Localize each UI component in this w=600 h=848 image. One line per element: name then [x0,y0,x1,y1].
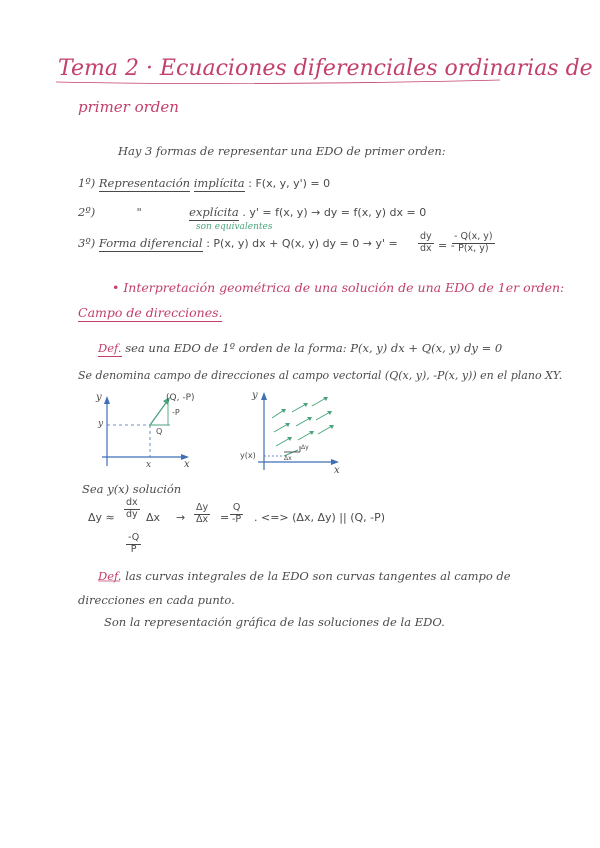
diagram2-x-axis-label: x [334,465,340,476]
diagram2-y-axis-label: y [252,390,258,401]
definition-2-label: Def. [98,569,122,583]
equivalent-note: son equivalentes [196,222,273,232]
diagram1-vector-label: (Q, -P) [166,393,195,403]
form-3-expr: : P(x, y) dx + Q(x, y) dy = 0 → y' = [206,237,398,250]
diagram1-x-tick: x [146,460,152,470]
fraction-minus-q-p: $\frac{-Q}{P}$ [128,532,140,555]
delta-y-approx: Δy ≈ [88,511,115,524]
form-2-kind: explícita [189,205,239,219]
arrow-right: → [176,511,186,524]
diagram1-q-label: Q [156,427,163,436]
campo-definition: Se denomina campo de direcciones al campo vectorial (Q(x, y), -P(x, y)) en el plano XY. [78,369,563,382]
fraction-q-minus-p: $\frac{Q}{-P}$ [232,502,242,525]
definition-2-text: las curvas integrales de la EDO son curvas tangentes al campo de [125,569,511,583]
fraction-equals: = - [438,239,455,252]
form-1-kind: implícita [193,176,245,190]
diagram1-y-axis-label: y [96,392,102,403]
form-2-num: 2º) [78,205,96,219]
fraction-dy-dx: $\frac{dy}{dx}$ [420,231,432,254]
sea-solution-text: Sea y(x) solución [82,482,182,496]
diagram1-minus-p-label: -P [172,408,180,417]
form-1-label: Representación [98,176,191,190]
diagram2-yx-label: y(x) [240,451,256,460]
form-3-label: Forma diferencial [98,236,203,250]
definition-1-label: Def. [98,341,122,355]
definition-1-text: sea una EDO de 1º orden de la forma: P(x, y) dx + Q(x, y) dy = 0 [125,341,503,355]
delta-x: Δx [146,511,161,524]
section-title: • Interpretación geométrica de una solución de una EDO de 1er orden: [112,280,565,295]
parallel-equivalence: . <=> (Δx, Δy) || (Q, -P) [254,511,386,524]
section-subtitle: Campo de direcciones. [78,305,223,320]
definition-2-line2: direcciones en cada punto. [78,593,235,607]
definition-2-line3: Son la representación gráfica de las soluciones de la EDO. [104,615,445,629]
diagram2-dy-label: Δy [301,444,309,451]
page-title-line2: primer orden [78,98,179,116]
diagram1-x-axis-label: x [184,459,190,470]
form-1-expr: : F(x, y, y') = 0 [248,177,331,190]
diagram1-y-tick: y [98,419,104,429]
fraction-q-p: $\frac{- Q(x, y)}{P(x, y)}$ [454,231,493,254]
fraction-dy-dx-delta: $\frac{\Delta y}{\Delta x}$ [196,502,209,525]
definition-2 [98,571,511,583]
form-2-label: " [136,205,142,219]
form-1-num: 1º) [78,176,96,190]
form-3-num: 3º) [78,236,96,250]
page-title: Tema 2 · Ecuaciones diferenciales ordinarias de [58,56,593,81]
intro-text: Hay 3 formas de representar una EDO de primer orden: [118,144,446,158]
equals-sign: = [220,511,230,524]
fraction-dx-dy: $\frac{dx}{dy}$ [126,497,138,520]
form-2-expr: . y' = f(x, y) → dy = f(x, y) dx = 0 [242,206,427,219]
diagram2-dx-label: Δx [284,455,292,462]
